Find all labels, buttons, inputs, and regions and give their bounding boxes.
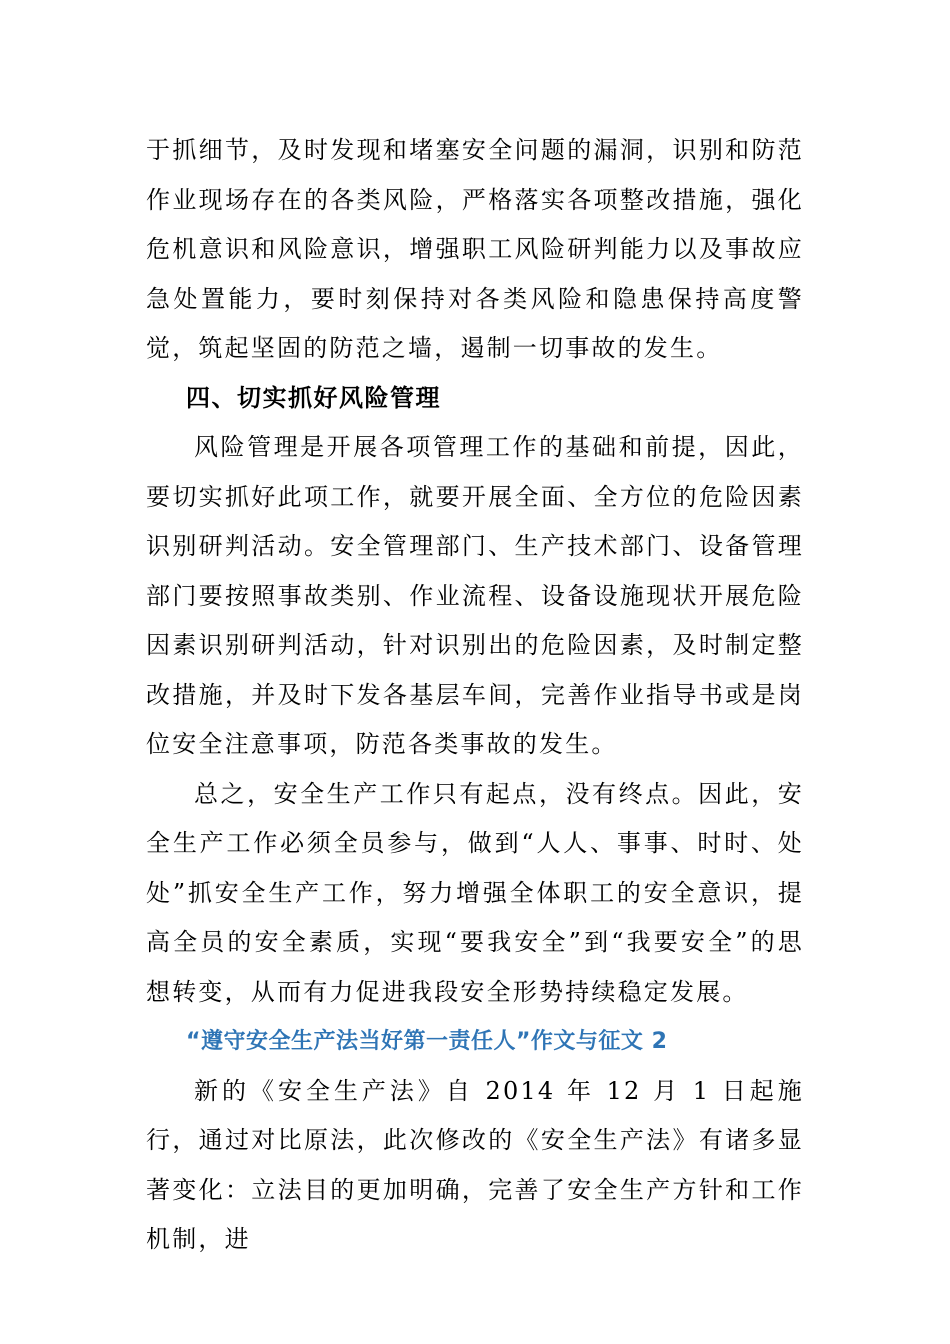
paragraph-risk-management: 风险管理是开展各项管理工作的基础和前提，因此，要切实抓好此项工作，就要开展全面、全方位的危险因素识别研判活动。安全管理部门、生产技术部门、设备管理部门要按照事故类别、作业流程、设备设施现状开展危险因素识别研判活动，针对识别出的危险因素，及时制定整改措施，并及时下发各基层车间，完善作业指导书或是岗位安全注意事项，防范各类事故的发生。 [146, 433, 804, 758]
section-title-essay-2: “遵守安全生产法当好第一责任人”作文与征文 2 [186, 1029, 668, 1054]
paragraph-conclusion: 总之，安全生产工作只有起点，没有终点。因此，安全生产工作必须全员参与，做到“人人、事事、时时、处处”抓安全生产工作，努力增强全体职工的安全意识，提高全员的安全素质，实现“要我安全”到“我要安全”的思想转变，从而有力促进我段安全形势持续稳定发展。 [146, 779, 804, 1006]
paragraph-new-law: 新的《安全生产法》自 2014 年 12 月 1 日起施行，通过对比原法，此次修改的《安全生产法》有诸多显著变化：立法目的更加明确，完善了安全生产方针和工作机制，进 [146, 1076, 804, 1253]
paragraph-continuation: 于抓细节，及时发现和堵塞安全问题的漏洞，识别和防范作业现场存在的各类风险，严格落实各项整改措施，强化危机意识和风险意识，增强职工风险研判能力以及事故应急处置能力，要时刻保持对各类风险和隐患保持高度警觉，筑起坚固的防范之墙，遏制一切事故的发生。 [146, 136, 804, 362]
heading-risk-management: 四、切实抓好风险管理 [186, 383, 441, 412]
document-page [146, 126, 804, 1265]
